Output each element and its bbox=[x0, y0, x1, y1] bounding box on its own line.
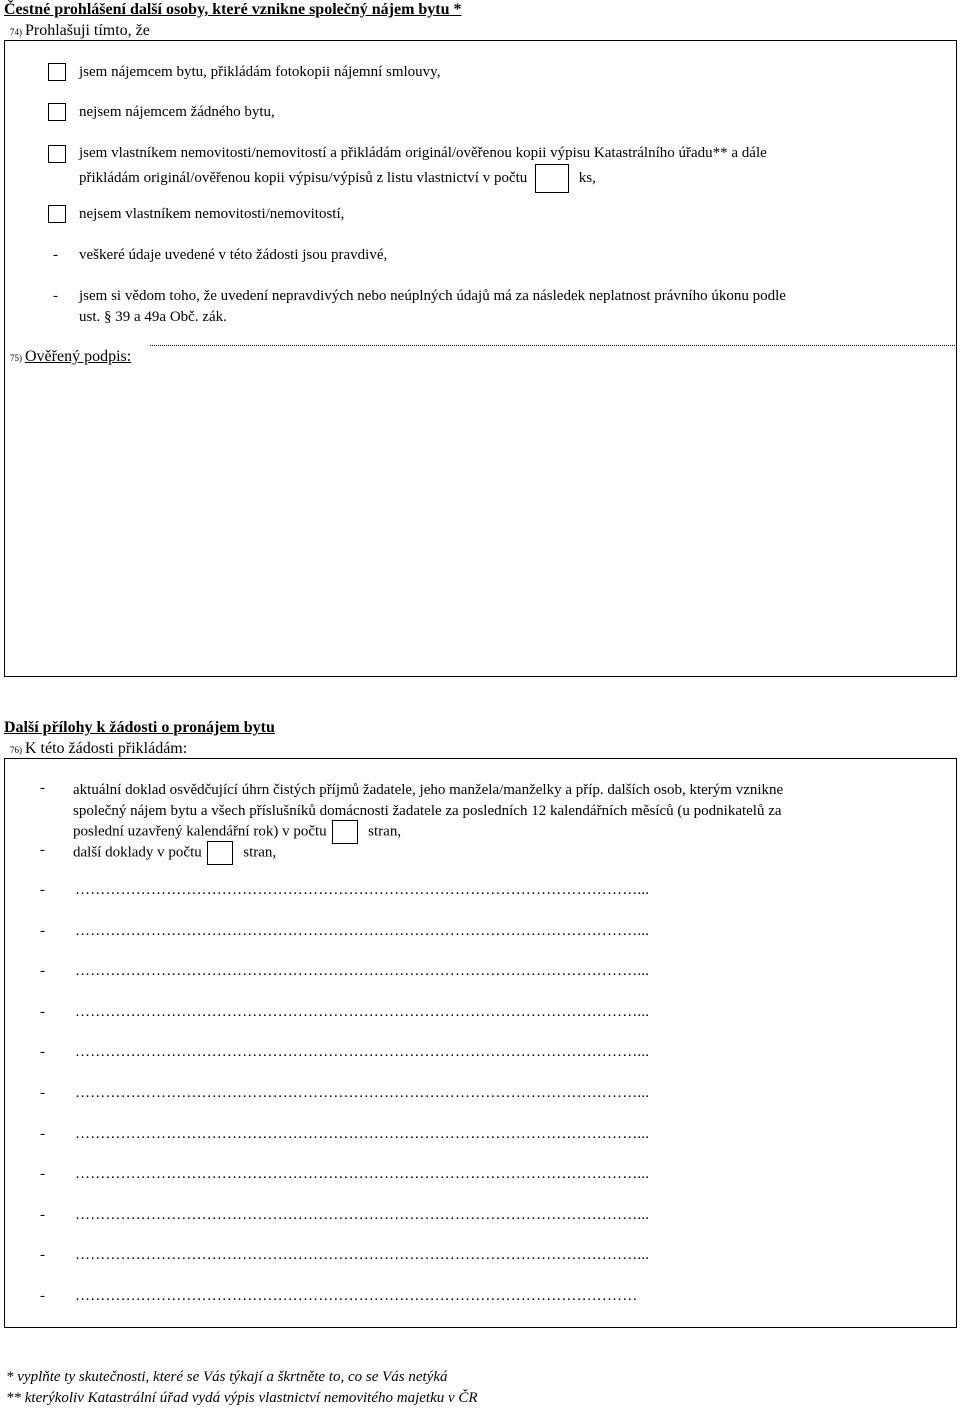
owner-count-input[interactable] bbox=[535, 164, 569, 193]
statement-awareness-line1: jsem si vědom toho, že uvedení nepravdivých nebo neúplných údajů má za následek neplatnost právního úkonu podle bbox=[79, 288, 786, 304]
statement-dash-1: - bbox=[53, 247, 58, 263]
fill-line[interactable]: …………………………………………………………………………………………………... bbox=[75, 882, 650, 898]
fill-line-dash: - bbox=[40, 1207, 45, 1223]
attachment-dash-other: - bbox=[40, 842, 45, 858]
fill-line-dash: - bbox=[40, 1247, 45, 1263]
question-75-number: 75) bbox=[10, 353, 22, 363]
question-74-text: Prohlašuji tímto, že bbox=[25, 22, 150, 39]
option-not-owner-label: nejsem vlastníkem nemovitosti/nemovitostí, bbox=[79, 206, 345, 222]
question-76-text: K této žádosti přikládám: bbox=[25, 740, 188, 757]
attachment-dash-income: - bbox=[40, 780, 45, 796]
income-proof-line2: společný nájem bytu a všech příslušníků domácnosti žadatele za posledních 12 kalendářních měsíců (u podnikatelů za bbox=[73, 803, 782, 819]
fill-line[interactable]: …………………………………………………………………………………………………... bbox=[75, 923, 650, 939]
question-75-label bbox=[10, 348, 131, 366]
signature-area[interactable] bbox=[150, 370, 940, 660]
question-76-label bbox=[10, 740, 187, 758]
other-docs-line bbox=[73, 841, 276, 865]
checkbox-owner[interactable] bbox=[48, 145, 66, 163]
statement-dash-2: - bbox=[53, 288, 58, 304]
question-76-number: 76) bbox=[10, 745, 22, 755]
income-proof-line1: aktuální doklad osvědčující úhrn čistých příjmů žadatele, jeho manžela/manželky a příp. dalších osob, kterým vznikne bbox=[73, 782, 784, 798]
fill-line[interactable]: …………………………………………………………………………………………………... bbox=[75, 963, 650, 979]
fill-line-dash: - bbox=[40, 1085, 45, 1101]
fill-line[interactable]: …………………………………………………………………………………………………... bbox=[75, 1207, 650, 1223]
fill-line-dash: - bbox=[40, 1126, 45, 1142]
fill-line-dash: - bbox=[40, 1288, 45, 1304]
fill-line[interactable]: …………………………………………………………………………………………………... bbox=[75, 1044, 650, 1060]
owner-count-suffix: ks, bbox=[578, 169, 596, 186]
checkbox-not-tenant[interactable] bbox=[48, 103, 66, 121]
statement-truthful: veškeré údaje uvedené v této žádosti jsou pravdivé, bbox=[79, 247, 388, 263]
other-docs-suffix: stran, bbox=[243, 844, 277, 861]
signature-divider bbox=[150, 345, 955, 346]
fill-line-dash: - bbox=[40, 963, 45, 979]
option-not-tenant-label: nejsem nájemcem žádného bytu, bbox=[79, 104, 275, 120]
income-pages-prefix: poslední uzavřený kalendářní rok) v počtu bbox=[73, 823, 327, 840]
fill-line-dash: - bbox=[40, 1166, 45, 1182]
owner-count-prefix: přikládám originál/ověřenou kopii výpisu/výpisů z listu vlastnictví v počtu bbox=[79, 169, 528, 186]
question-74-number: 74) bbox=[10, 27, 22, 37]
option-tenant-label: jsem nájemcem bytu, přikládám fotokopii nájemní smlouvy, bbox=[79, 64, 441, 80]
fill-line-dash: - bbox=[40, 1044, 45, 1060]
other-docs-pages-input[interactable] bbox=[207, 841, 233, 865]
option-owner-label-line2 bbox=[79, 164, 596, 193]
fill-line[interactable]: …………………………………………………………………………………………………... bbox=[75, 1166, 650, 1182]
checkbox-tenant[interactable] bbox=[48, 63, 66, 81]
fill-line[interactable]: …………………………………………………………………………………………………... bbox=[75, 1247, 650, 1263]
fill-line[interactable]: …………………………………………………………………………………………………... bbox=[75, 1004, 650, 1020]
fill-line[interactable]: ………………………………………………………………………………………………… bbox=[75, 1288, 638, 1304]
footnote-2: ** kterýkoliv Katastrální úřad vydá výpis vlastnictví nemovitého majetku v ČR bbox=[6, 1390, 478, 1406]
income-pages-input[interactable] bbox=[332, 820, 358, 844]
fill-line-dash: - bbox=[40, 1004, 45, 1020]
statement-awareness-line2: ust. § 39 a 49a Obč. zák. bbox=[79, 309, 227, 325]
income-pages-suffix: stran, bbox=[368, 823, 402, 840]
option-owner-label-line1: jsem vlastníkem nemovitosti/nemovitostí a přikládám originál/ověřenou kopii výpisu Katastrálního úřadu** a dále bbox=[79, 145, 767, 161]
fill-line-dash: - bbox=[40, 923, 45, 939]
other-docs-prefix: další doklady v počtu bbox=[73, 844, 202, 861]
question-74-label bbox=[10, 22, 150, 40]
checkbox-not-owner[interactable] bbox=[48, 205, 66, 223]
fill-line[interactable]: …………………………………………………………………………………………………... bbox=[75, 1126, 650, 1142]
section-title-attachments: Další přílohy k žádosti o pronájem bytu bbox=[4, 719, 275, 736]
fill-line[interactable]: …………………………………………………………………………………………………... bbox=[75, 1085, 650, 1101]
fill-line-dash: - bbox=[40, 882, 45, 898]
question-75-text: Ověřený podpis: bbox=[25, 348, 132, 365]
section-title-declaration: Čestné prohlášení další osoby, které vznikne společný nájem bytu * bbox=[4, 1, 462, 18]
footnote-1: * vyplňte ty skutečnosti, které se Vás týkají a škrtněte to, co se Vás netýká bbox=[6, 1369, 448, 1385]
